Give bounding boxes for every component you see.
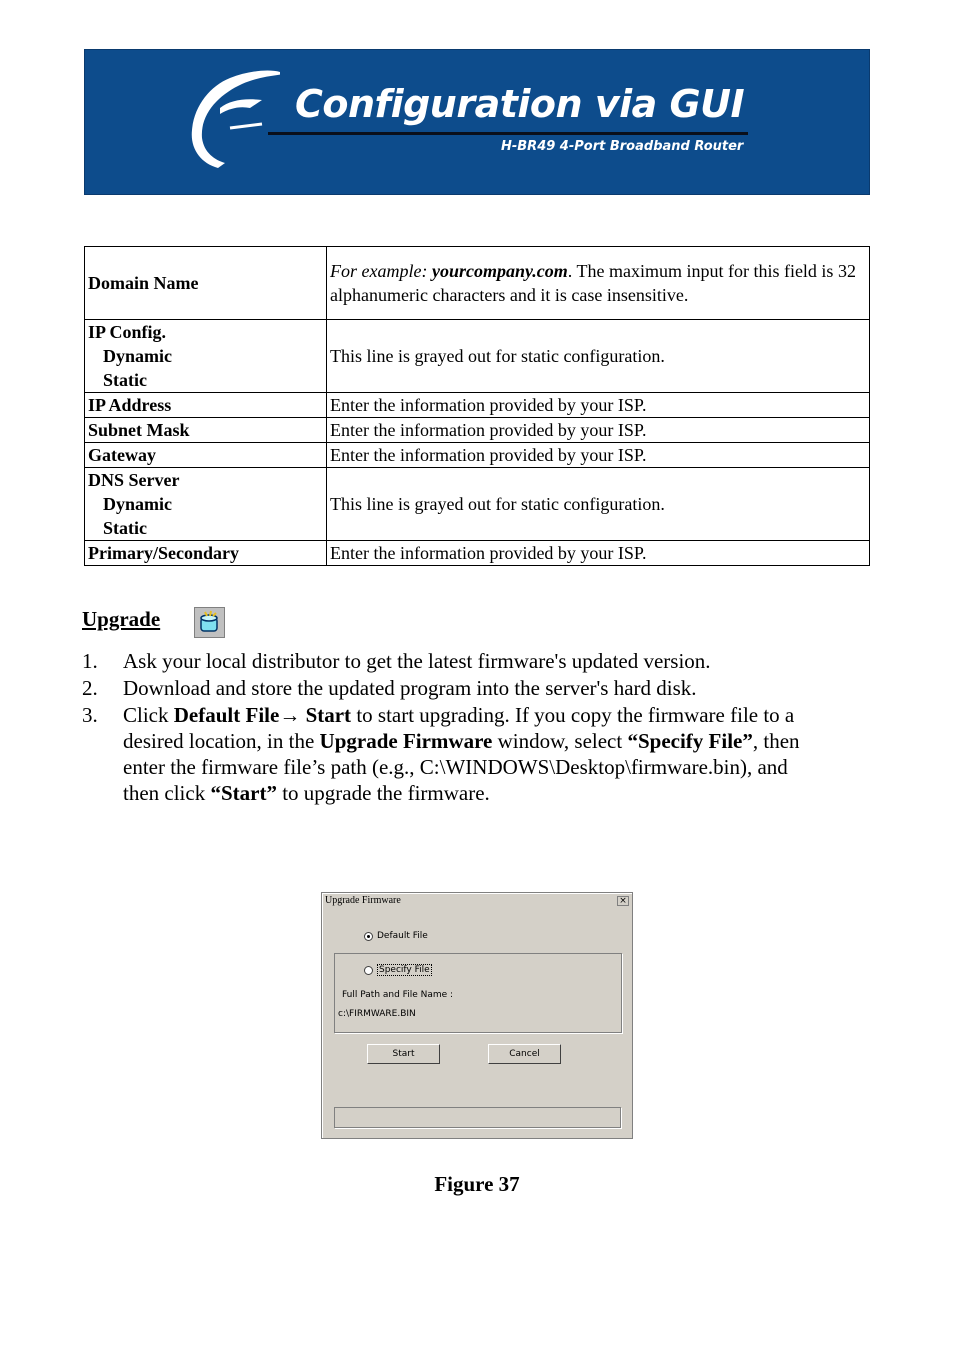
bold-run: Start [300,703,352,727]
table-row [85,247,870,320]
path-field[interactable]: c:\FIRMWARE.BIN [338,1009,416,1019]
bold-run: “Start” [210,781,277,805]
bold-run: Default File [173,703,280,727]
step-number: 2. [82,676,98,700]
specify-file-radio[interactable] [364,964,432,976]
example-domain: yourcompany.com [431,261,568,281]
row-description: Enter the information provided by your ISP. [327,418,870,443]
figure-caption: Figure 37 [434,1172,520,1196]
text-run: to start upgrading. If you copy the firmware file to a desired location, in the [123,703,795,753]
row-description: This line is grayed out for static configuration. [327,468,870,541]
radio-empty-icon [364,966,373,975]
start-button[interactable]: Start [367,1044,440,1064]
bird-logo-icon [190,68,280,173]
settings-table [84,246,870,566]
close-button[interactable]: × [617,896,629,906]
radio-label: Default File [377,931,428,941]
text-run: to upgrade the firmware. [276,781,490,805]
table-row [85,541,870,566]
row-label: Gateway [85,443,327,468]
radio-label: Specify File [379,965,430,975]
upgrade-heading: Upgrade [82,607,161,631]
header-banner [84,49,870,195]
row-label: Subnet Mask [85,418,327,443]
label-main: IP Config. [88,322,167,342]
description-rest: . The maximum input for this field is 32 alphanumeric characters and it is case insensitive. [330,261,856,305]
step-text: Ask your local distributor to get the latest firmware's updated version. [123,649,711,673]
list-item [82,675,812,701]
row-description: Enter the information provided by your ISP. [327,393,870,418]
table-row [85,443,870,468]
cancel-button[interactable]: Cancel [488,1044,561,1064]
step-text: Download and store the updated program into the server's hard disk. [123,676,697,700]
radio-selected-icon [364,932,373,941]
label-sub: Static [103,518,147,538]
row-description [327,247,870,320]
dialog-title: Upgrade Firmware [325,895,401,906]
example-prefix: For example: [330,261,432,281]
row-label: Primary/Secondary [85,541,327,566]
row-label: IP Address [85,393,327,418]
text-run: Click [123,703,174,727]
text-run: window, select [492,729,628,753]
table-row [85,320,870,393]
banner-title: Configuration via GUI [295,82,745,126]
label-main: DNS Server [88,470,180,490]
label-sub: Static [103,370,147,390]
path-label: Full Path and File Name : [342,990,454,1000]
bold-run: “Specify File” [627,729,753,753]
row-description: This line is grayed out for static configuration. [327,320,870,393]
row-description: Enter the information provided by your ISP. [327,541,870,566]
banner-rule [268,132,748,135]
list-item [82,702,812,806]
banner-subtitle: H-BR49 4-Port Broadband Router [501,139,744,154]
row-description: Enter the information provided by your ISP. [327,443,870,468]
table-row [85,468,870,541]
table-row [85,393,870,418]
progress-bar [334,1107,621,1128]
list-item [82,648,812,674]
text-run: , then enter the firmware file’s path (e.g., C:\WINDOWS\Desktop\firmware.bin), and then click [123,729,800,805]
upgrade-icon [194,607,225,638]
row-label [85,320,327,393]
table-row [85,418,870,443]
step-text [123,703,800,805]
upgrade-steps [82,648,812,807]
row-label: Domain Name [85,247,327,320]
step-number: 3. [82,703,98,727]
upgrade-firmware-dialog [321,892,633,1139]
step-number: 1. [82,649,98,673]
row-label [85,468,327,541]
label-sub: Dynamic [103,494,172,514]
default-file-radio[interactable] [364,931,428,941]
label-sub: Dynamic [103,346,172,366]
dialog-titlebar [323,894,631,908]
bold-run: Upgrade Firmware [319,729,493,753]
arrow-icon: → [279,703,301,727]
